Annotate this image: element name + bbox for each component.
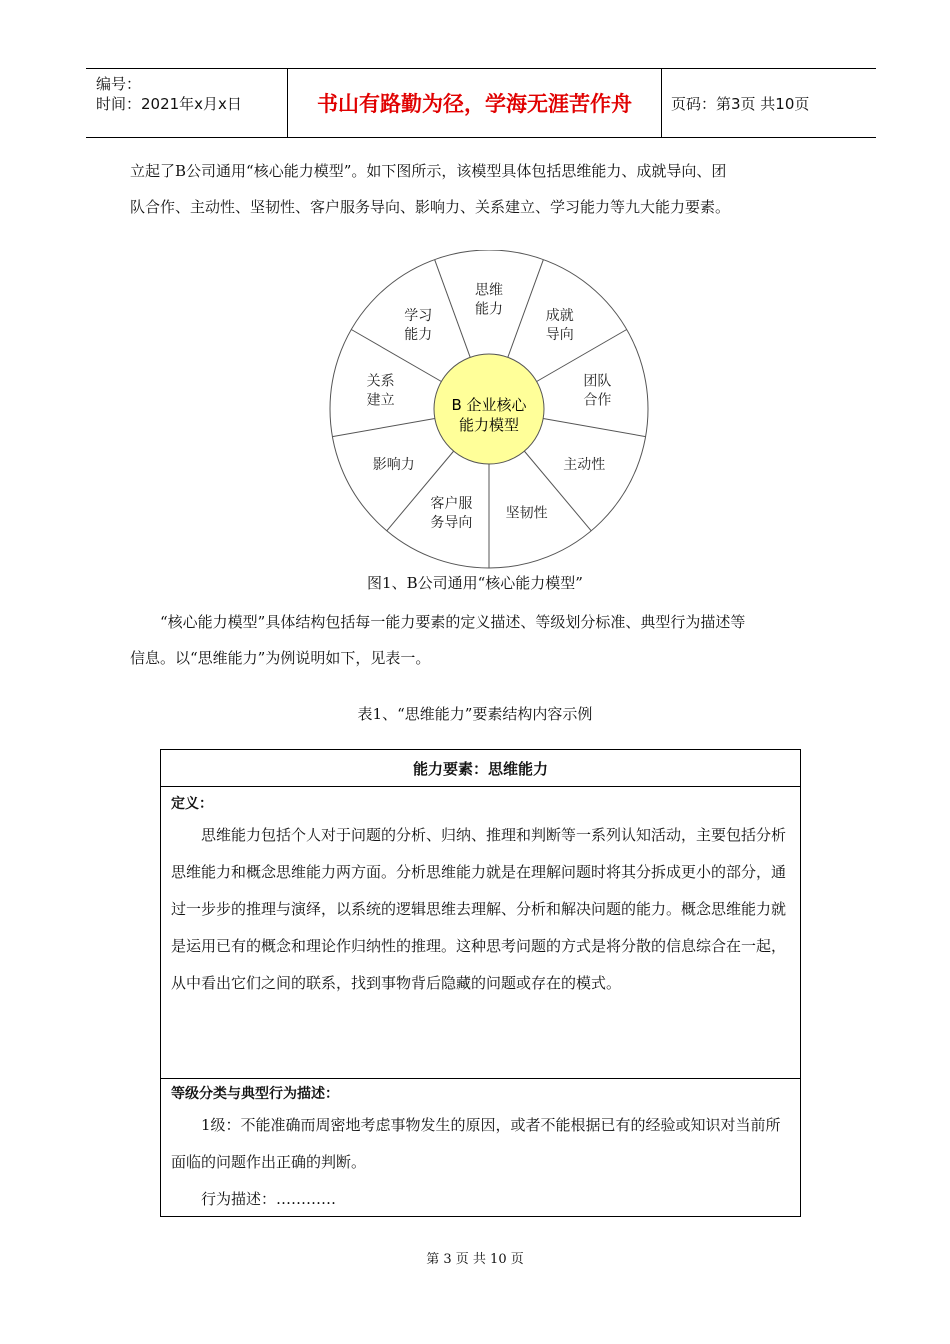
definition-label: 定义： xyxy=(171,796,213,812)
definition-text: 思维能力包括个人对于问题的分析、归纳、推理和判断等一系列认知活动，主要包括分析思维能力和概念思维能力两方面。分析思维能力就是在理解问题时将其分拆成更小的部分，通过一步步的推理与演绎，以系统的逻辑思维去理解、分析和解决问题的能力。概念思维能力就是运用已有的概念和理论作归纳性的推理。这种思考问题的方式是将分散的信息综合在一起，从中看出它们之间的联系，找到事物背后隐藏的问题或存在的模式。 xyxy=(171,826,787,992)
number-label: 编号： xyxy=(96,75,142,93)
segment-label: 能力 xyxy=(475,301,503,318)
segment-label: 成就 xyxy=(545,308,574,325)
para2-line-1: “核心能力模型”具体结构包括每一能力要素的定义描述、等级划分标准、典型行为描述等 xyxy=(160,613,746,631)
segment-label: 建立 xyxy=(366,392,395,409)
center-line-2: 能力模型 xyxy=(458,416,520,434)
level-1-text: 1级：不能准确而周密地考虑事物发生的原因，或者不能根据已有的经验或知识对当前所面临的问题作出正确的判断。 xyxy=(171,1116,781,1171)
intro-line-1: 立起了B公司通用“核心能力模型”。如下图所示，该模型具体包括思维能力、成就导向、团 xyxy=(130,162,727,180)
page-footer: 第 3 页 共 10 页 xyxy=(426,1252,524,1267)
segment-label: 影响力 xyxy=(372,457,415,473)
header-meta xyxy=(86,69,287,137)
behavior-text: 行为描述：………… xyxy=(201,1190,337,1208)
core-competency-diagram xyxy=(320,250,660,570)
segment-label: 客户服 xyxy=(430,495,473,512)
segment-label: 能力 xyxy=(404,327,433,344)
page-header xyxy=(86,68,876,138)
motto: 书山有路勤为径，学海无涯苦作舟 xyxy=(287,69,662,137)
levels-section xyxy=(161,1079,800,1218)
segment-label: 思维 xyxy=(475,282,503,299)
center-line-1: B 企业核心 xyxy=(451,396,527,414)
segment-label: 合作 xyxy=(583,392,612,409)
segment-label: 团队 xyxy=(583,373,612,390)
segment-label: 坚韧性 xyxy=(505,505,548,522)
levels-label: 等级分类与典型行为描述： xyxy=(171,1086,339,1102)
table-title: 能力要素：思维能力 xyxy=(161,750,800,787)
segment-label: 导向 xyxy=(545,327,574,344)
segment-label: 务导向 xyxy=(430,514,473,531)
para2-line-2: 信息。以“思维能力”为例说明如下，见表一。 xyxy=(130,649,431,667)
time-label: 时间：2021年x月x日 xyxy=(96,95,242,113)
intro-line-2: 队合作、主动性、坚韧性、客户服务导向、影响力、关系建立、学习能力等九大能力要素。 xyxy=(130,198,731,216)
competency-table xyxy=(160,749,801,1217)
figure-caption: 图1、B公司通用“核心能力模型” xyxy=(367,574,583,592)
table-caption: 表1、“思维能力”要素结构内容示例 xyxy=(357,705,593,723)
segment-label: 主动性 xyxy=(563,457,606,473)
definition-section xyxy=(161,787,800,1079)
page-indicator: 页码：第3页 共10页 xyxy=(671,94,810,113)
segment-label: 关系 xyxy=(366,373,395,390)
segment-label: 学习 xyxy=(404,308,433,325)
